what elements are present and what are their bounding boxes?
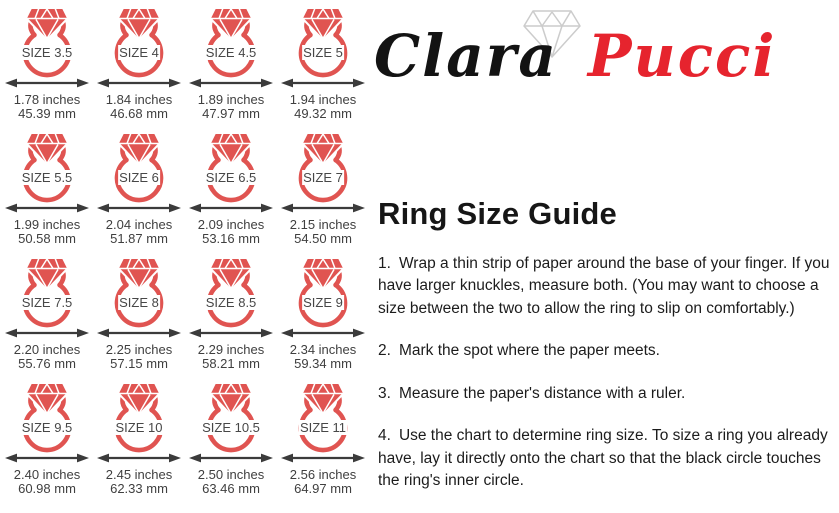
ring-diameter-mm: 45.39 mm (18, 105, 76, 121)
ring-diameter-mm: 47.97 mm (202, 105, 260, 121)
ring-diameter-mm: 49.32 mm (294, 105, 352, 121)
diameter-arrow-icon (281, 329, 365, 338)
ring-illustration (92, 130, 186, 214)
ring-size-label: SIZE 11 (299, 420, 347, 435)
ring-diameter-mm: 50.58 mm (18, 230, 76, 246)
ring-size-cell (93, 5, 185, 130)
ring-diameter-inches: 1.89 inches (197, 92, 265, 107)
ring-size-label: SIZE 6 (119, 170, 159, 185)
diameter-arrow-icon (281, 454, 365, 463)
ring-size-label: SIZE 9 (303, 295, 343, 310)
ring-diameter-mm: 58.21 mm (202, 355, 260, 371)
diameter-arrow-icon (97, 329, 181, 338)
instruction-step (378, 383, 836, 405)
ring-diameter-inches: 2.56 inches (289, 467, 357, 482)
ring-size-cell (1, 380, 93, 505)
diameter-arrow-icon (5, 454, 89, 463)
step-number: 3. (378, 384, 391, 402)
diameter-arrow-icon (97, 204, 181, 213)
diameter-arrow-icon (5, 204, 89, 213)
instruction-step (378, 425, 836, 492)
ring-measurements (106, 218, 173, 245)
diameter-arrow-icon (97, 454, 181, 463)
ring-size-label: SIZE 8 (119, 295, 159, 310)
ring-illustration (0, 380, 94, 464)
ring-diameter-mm: 55.76 mm (18, 355, 76, 371)
ring-size-cell (277, 130, 369, 255)
ring-size-cell (93, 255, 185, 380)
ring-diameter-mm: 60.98 mm (18, 480, 76, 496)
ring-diameter-inches: 2.04 inches (105, 217, 173, 232)
ring-measurements (106, 468, 173, 495)
ring-measurements (106, 343, 173, 370)
diameter-arrow-icon (281, 204, 365, 213)
ring-diameter-inches: 2.20 inches (13, 342, 81, 357)
ring-size-cell (1, 130, 93, 255)
ring-size-chart (1, 5, 369, 505)
ring-illustration (184, 255, 278, 339)
step-text: Mark the spot where the paper meets. (398, 342, 660, 360)
ring-size-cell (277, 380, 369, 505)
ring-illustration (184, 5, 278, 89)
ring-size-label: SIZE 6.5 (205, 170, 257, 185)
ring-diameter-mm: 59.34 mm (294, 355, 352, 371)
ring-measurements (198, 93, 265, 120)
ring-diameter-inches: 1.99 inches (13, 217, 81, 232)
ring-diameter-inches: 2.45 inches (105, 467, 173, 482)
diameter-arrow-icon (189, 329, 273, 338)
ring-size-cell (185, 255, 277, 380)
ring-diameter-mm: 51.87 mm (110, 230, 168, 246)
step-text: Use the chart to determine ring size. To size a ring you already have, lay it directly onto the chart so that the black circle touches the ring's inner circle. (378, 427, 828, 490)
ring-measurements (14, 218, 81, 245)
page-title: Ring Size Guide (378, 196, 617, 231)
ring-diameter-inches: 2.25 inches (105, 342, 173, 357)
ring-diameter-inches: 2.34 inches (289, 342, 357, 357)
ring-size-cell (93, 380, 185, 505)
step-text: Wrap a thin strip of paper around the base of your finger. If you have larger knuckles, measure both. (You may want to choose a size between the two to allow the ring to slip on comfortably.) (378, 255, 830, 317)
ring-measurements (290, 93, 357, 120)
ring-diameter-mm: 46.68 mm (110, 105, 168, 121)
ring-measurements (198, 468, 265, 495)
ring-measurements (290, 343, 357, 370)
ring-size-label: SIZE 10.5 (202, 420, 260, 435)
ring-illustration (184, 380, 278, 464)
ring-illustration (92, 5, 186, 89)
brand-logo (374, 16, 836, 102)
ring-size-cell (93, 130, 185, 255)
ring-illustration (276, 130, 370, 214)
ring-diameter-mm: 54.50 mm (294, 230, 352, 246)
ring-diameter-mm: 64.97 mm (294, 480, 352, 496)
diameter-arrow-icon (5, 329, 89, 338)
ring-size-label: SIZE 10 (115, 420, 163, 435)
ring-size-label: SIZE 7 (303, 170, 343, 185)
ring-size-cell (185, 130, 277, 255)
ring-measurements (290, 218, 357, 245)
ring-size-label: SIZE 7.5 (21, 295, 73, 310)
ring-diameter-inches: 2.29 inches (197, 342, 265, 357)
ring-measurements (198, 218, 265, 245)
diameter-arrow-icon (5, 79, 89, 88)
ring-measurements (14, 343, 81, 370)
ring-diameter-inches: 1.84 inches (105, 92, 173, 107)
ring-size-label: SIZE 4.5 (205, 45, 257, 60)
instruction-step (378, 253, 836, 320)
ring-size-cell (1, 5, 93, 130)
brand-logo-text (374, 16, 776, 96)
step-number: 1. (378, 255, 391, 272)
ring-size-label: SIZE 4 (119, 45, 159, 60)
ring-size-label: SIZE 9.5 (21, 420, 73, 435)
brand-word-pucci: Pucci (587, 22, 777, 90)
diameter-arrow-icon (281, 79, 365, 88)
ring-diameter-inches: 2.09 inches (197, 217, 265, 232)
ring-size-label: SIZE 3.5 (21, 45, 73, 60)
ring-diameter-mm: 62.33 mm (110, 480, 168, 496)
step-number: 2. (378, 342, 391, 360)
ring-illustration (276, 5, 370, 89)
ring-size-cell (1, 255, 93, 380)
ring-illustration (276, 380, 370, 464)
ring-diameter-inches: 2.15 inches (289, 217, 357, 232)
ring-illustration (0, 5, 94, 89)
ring-measurements (14, 93, 81, 120)
diameter-arrow-icon (97, 79, 181, 88)
diameter-arrow-icon (189, 79, 273, 88)
instruction-step (378, 340, 836, 362)
ring-size-label: SIZE 5 (303, 45, 343, 60)
step-number: 4. (378, 427, 391, 445)
ring-illustration (0, 130, 94, 214)
ring-illustration (184, 130, 278, 214)
step-text: Measure the paper's distance with a ruler. (398, 384, 686, 402)
diameter-arrow-icon (189, 204, 273, 213)
ring-illustration (92, 380, 186, 464)
ring-measurements (106, 93, 173, 120)
instruction-steps (378, 253, 836, 513)
ring-size-cell (277, 5, 369, 130)
ring-size-cell (277, 255, 369, 380)
ring-size-label: SIZE 5.5 (21, 170, 73, 185)
ring-diameter-inches: 2.50 inches (197, 467, 265, 482)
ring-measurements (198, 343, 265, 370)
ring-size-cell (185, 5, 277, 130)
ring-diameter-mm: 63.46 mm (202, 480, 260, 496)
ring-illustration (92, 255, 186, 339)
ring-illustration (276, 255, 370, 339)
ring-measurements (14, 468, 81, 495)
ring-diameter-inches: 1.94 inches (289, 92, 357, 107)
ring-diameter-mm: 53.16 mm (202, 230, 260, 246)
ring-diameter-mm: 57.15 mm (110, 355, 168, 371)
ring-diameter-inches: 1.78 inches (13, 92, 81, 107)
ring-size-label: SIZE 8.5 (205, 295, 257, 310)
ring-diameter-inches: 2.40 inches (13, 467, 81, 482)
ring-illustration (0, 255, 94, 339)
diameter-arrow-icon (189, 454, 273, 463)
ring-size-cell (185, 380, 277, 505)
brand-word-clara: Clara (374, 22, 558, 90)
ring-measurements (290, 468, 357, 495)
